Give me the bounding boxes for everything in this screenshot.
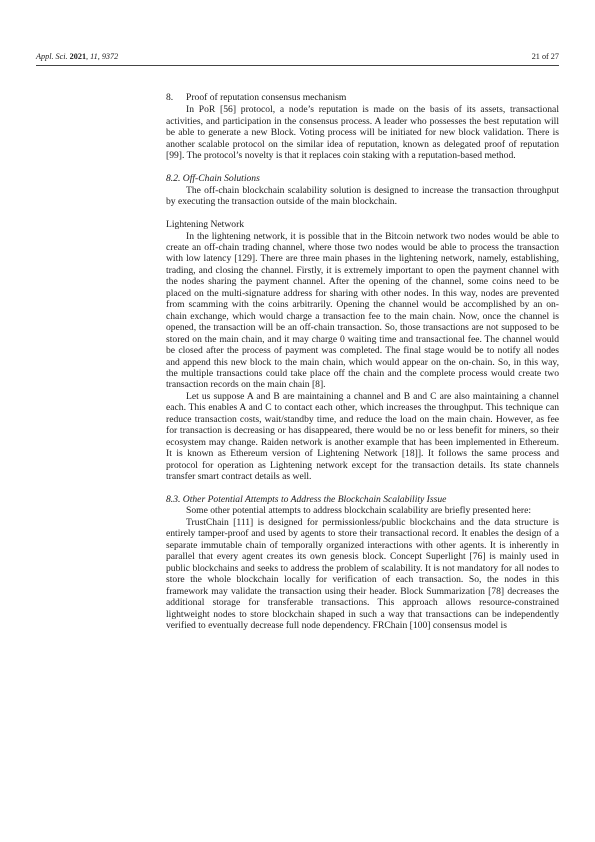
journal-article: 9372	[101, 52, 119, 61]
lightening-network-heading: Lightening Network	[166, 219, 245, 231]
header-divider	[36, 65, 559, 66]
journal-citation: Appl. Sci. 2021, 11, 9372	[36, 52, 119, 61]
page-body	[166, 92, 559, 631]
spacer	[166, 162, 559, 174]
section-8-3-heading: 8.3. Other Potential Attempts to Address the Blockchain Scalability Issue	[166, 494, 447, 505]
spacer	[166, 483, 559, 495]
section-8-heading	[166, 92, 559, 103]
section-8-3-paragraph-2: TrustChain [111] is designed for permissionless/public blockchains and the data structure is entirely tamper-proof and used by agents to store their transactional record. It enables the design of a separate immutable chain of temporally organized interactions with other agents. It is inherently in parallel that every agent creates its own genesis block. Concept Superlight [76] is mainly used in public blockchains and seeks to address the problem of scalability. It is not mandatory for all nodes to store the whole blockchain locally for verification of each transaction. So, the nodes in this framework may validate the transaction using their header. Block Summarization [78] decreases the additional storage for transferable transactions. This approach allows resource-constrained lightweight nodes to store blockchain shaped in such a way that transactions can be independently verified to eventually decrease full node dependency. FRChain [100] consensus model is	[166, 516, 559, 631]
spacer	[166, 208, 559, 220]
lightening-paragraph-1: In the lightening network, it is possible that in the Bitcoin network two nodes would be able to create an off-chain trading channel, where those two nodes would be able to process the transaction with low latency [129]. There are three main phases in the lightening network, namely, establishing, trading, and closing the channel. Firstly, it is extremely important to open the payment channel with the nodes sharing the payment channel. After the opening of the channel, some coins need to be placed on the multi-signature address for sharing with other nodes. In this way, nodes are prevented from scamming with the coins arbitrarily. Opening the channel would be accomplished by an on-chain exchange, which would charge a transaction fee to the main chain. Now, once the channel is opened, the transaction will be an off-chain transaction. So, those transactions are not supposed to be stored on the main chain, and it may charge 0 waiting time and transactional fee. The channel would be closed after the process of payment was completed. The final stage would be to notify all nodes and append this new block to the main chain, which would appear on the on-chain. So, in this way, the multiple transactions could take place off the chain and the complete process would create two transaction records on the main chain [8].	[166, 230, 559, 391]
journal-name: Appl. Sci.	[36, 52, 68, 61]
section-8-2-heading: 8.2. Off-Chain Solutions	[166, 173, 260, 185]
section-8-2-paragraph: The off-chain blockchain scalability solution is designed to increase the transaction throughput by executing the transaction outside of the main blockchain.	[166, 184, 559, 208]
page-number: 21 of 27	[531, 52, 559, 61]
lightening-paragraph-2: Let us suppose A and B are maintaining a channel and B and C are also maintaining a channel each. This enables A and C to contact each other, which increases the throughput. This technique can reduce transaction costs, wait/standby time, and reduce the load on the main chain. However, as fee for transaction is decreasing or has disappeared, there would be no or less benefit for miners, so their ecosystem may change. Raiden network is another example that has been implemented in Ethereum. It is known as Ethereum version of Lightening Network [18]]. It follows the same process and protocol for operation as Lightening network except for the transaction details. Its state channels transfer smart contract details as well.	[166, 390, 559, 483]
section-8-title: Proof of reputation consensus mechanism	[186, 92, 347, 103]
section-8-number: 8.	[166, 92, 174, 103]
section-8-paragraph: In PoR [56] protocol, a node’s reputation is made on the basis of its assets, transactional activities, and participation in the consensus process. A leader who possesses the best reputation will be able to generate a new Block. Voting process will be initiated for new block validation. There is another scalable protocol on the similar idea of reputation, known as delegated proof of reputation [99]. The protocol’s novelty is that it replaces coin staking with a reputation-based method.	[166, 104, 559, 162]
section-8-3-paragraph-1: Some other potential attempts to address blockchain scalability are briefly presented here:	[186, 505, 531, 517]
journal-volume: 11	[90, 52, 98, 61]
journal-year: 2021	[69, 52, 87, 61]
